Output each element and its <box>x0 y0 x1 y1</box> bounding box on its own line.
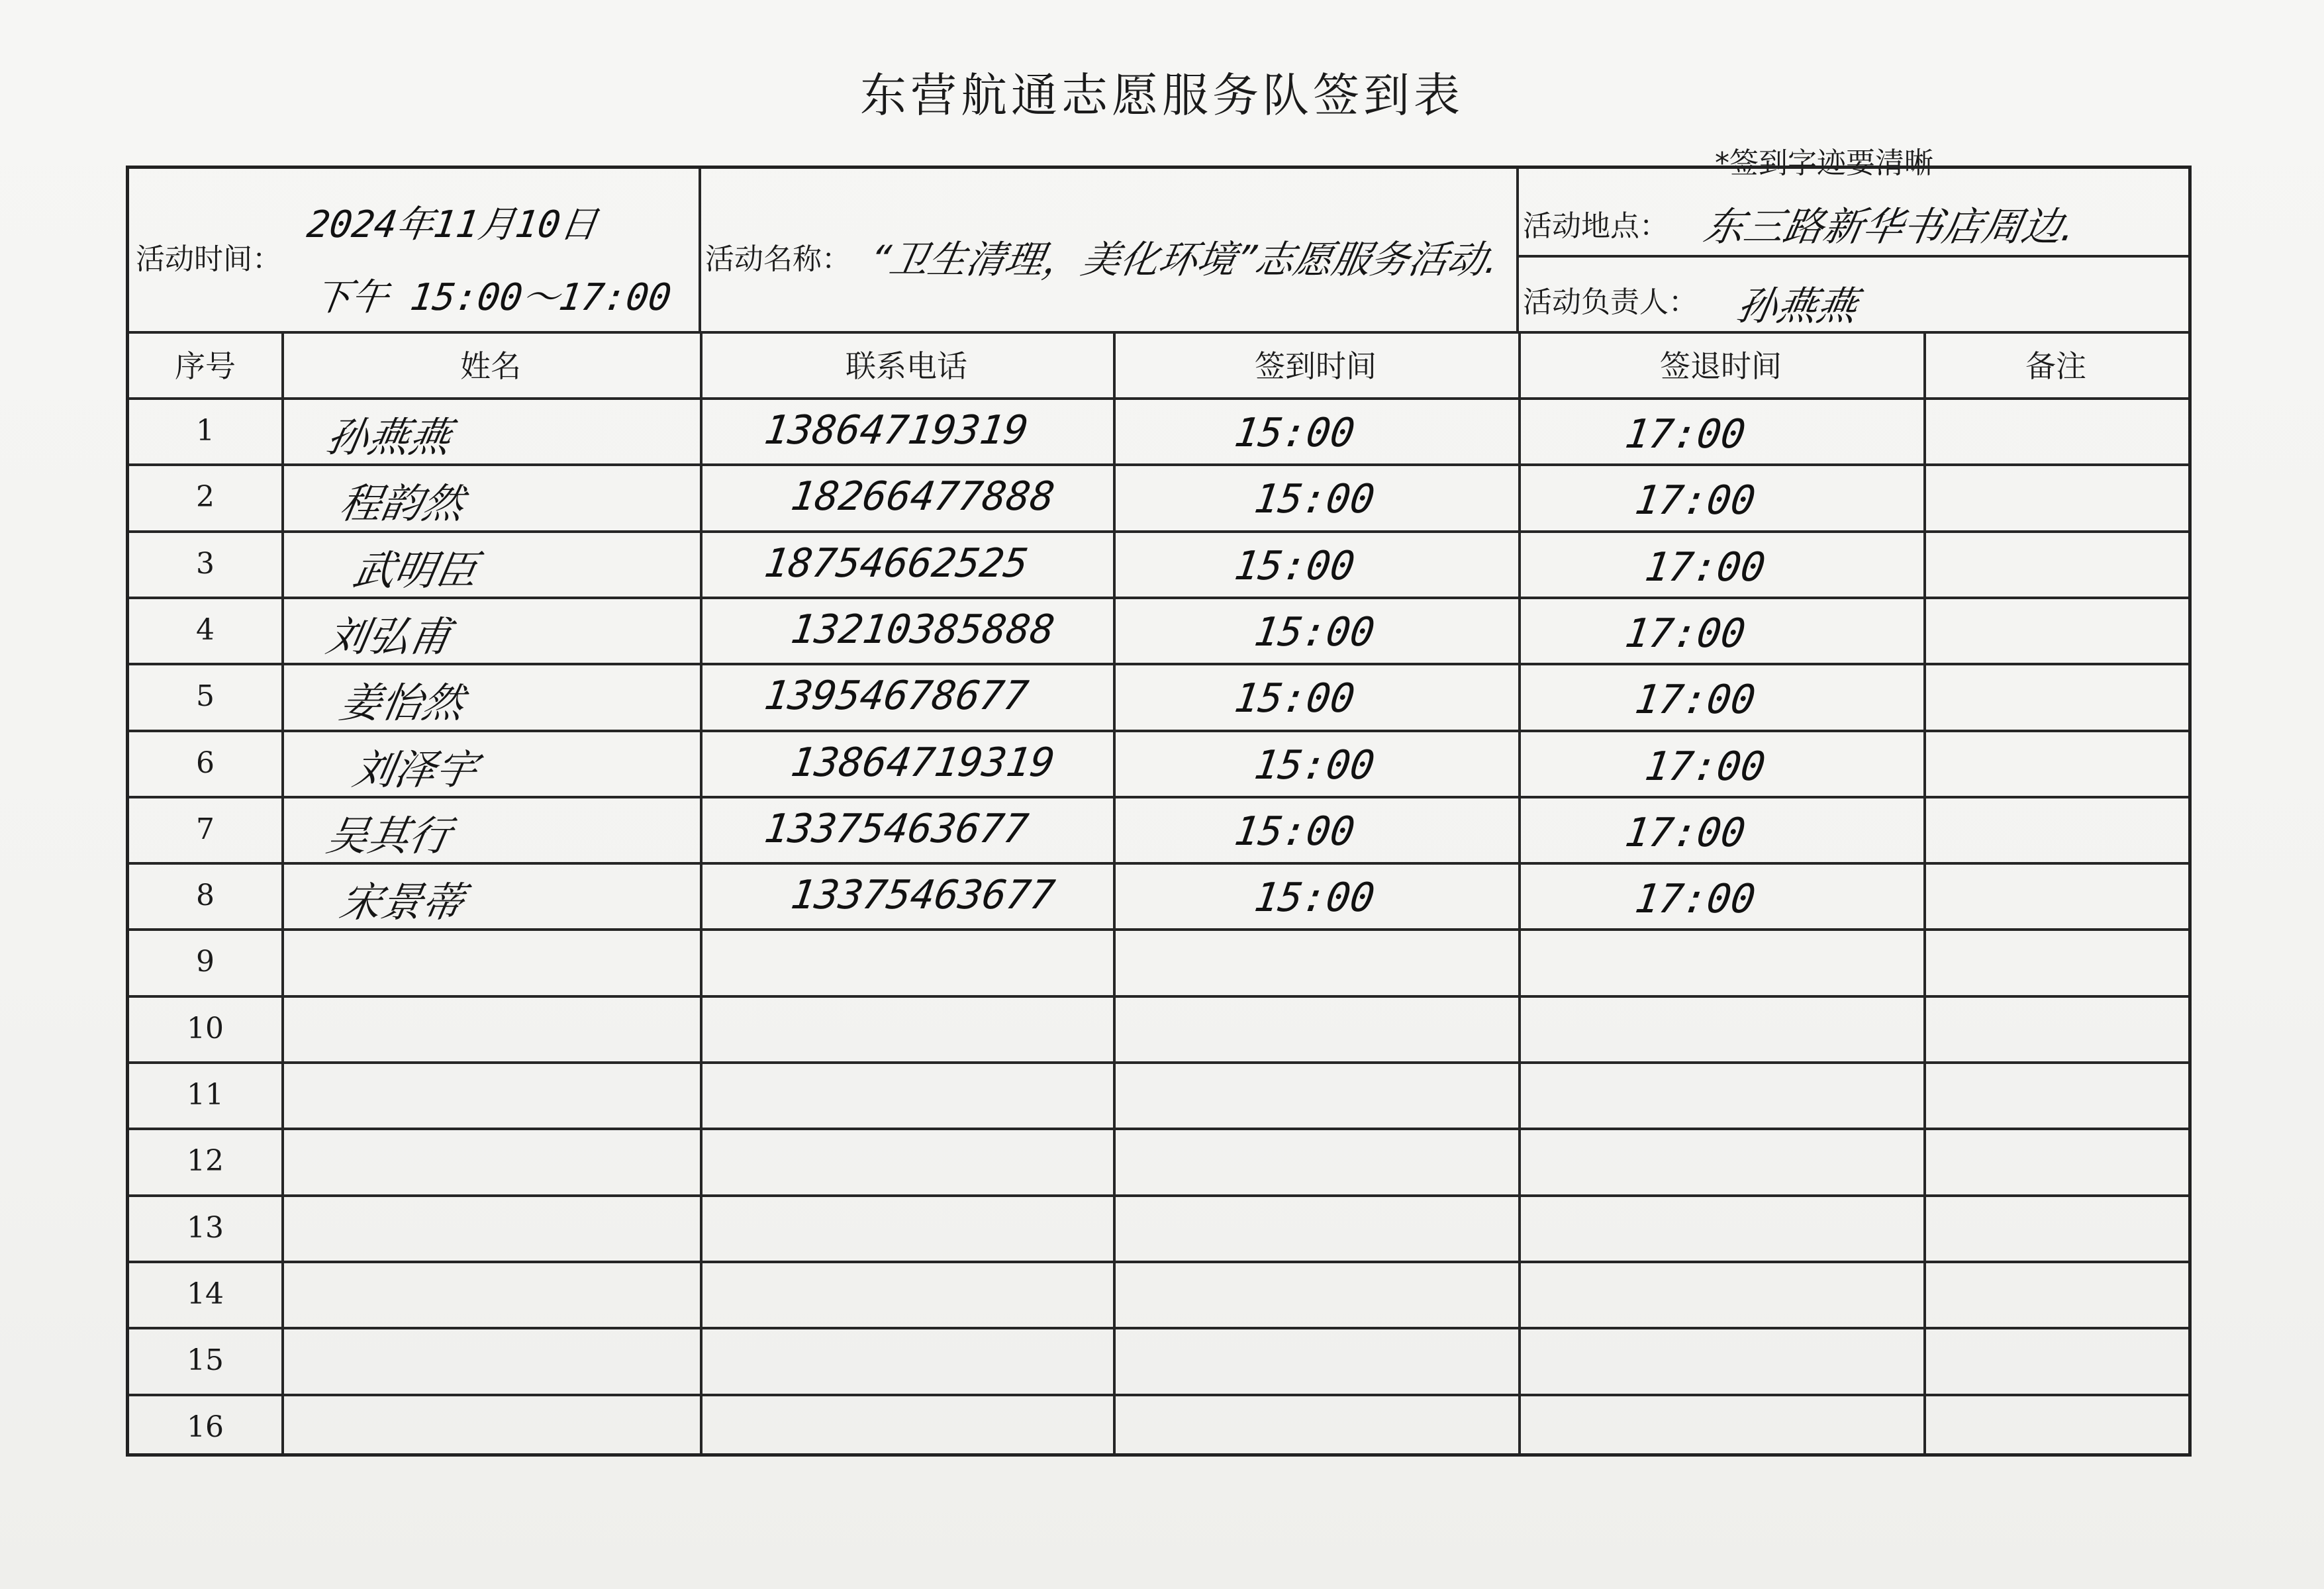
activity-place-label: 活动地点： <box>1523 209 1669 243</box>
col-header-sign-out-time: 签退时间 <box>1660 348 1782 384</box>
row-number: 1 <box>196 414 215 448</box>
row-phone: 13864719319 <box>788 739 1058 786</box>
activity-name-label: 活动名称： <box>705 242 851 276</box>
table-row-divider <box>129 1261 2188 1263</box>
row-sign-in-time: 15:00 <box>1232 675 1358 722</box>
row-sign-in-time: 15:00 <box>1232 542 1358 589</box>
table-row-divider <box>129 530 2188 533</box>
table-row-divider <box>129 995 2188 998</box>
row-sign-out-time: 17:00 <box>1622 610 1749 657</box>
activity-name-value: “卫生清理，美化环境”志愿服务活动. <box>866 237 1502 282</box>
row-number: 5 <box>196 679 215 714</box>
table-column-divider <box>700 331 702 1453</box>
table-row-divider <box>129 862 2188 865</box>
row-name: 刘弘甫 <box>322 612 455 661</box>
row-sign-out-time: 17:00 <box>1632 477 1759 524</box>
row-sign-out-time: 17:00 <box>1642 544 1768 591</box>
row-sign-in-time: 15:00 <box>1251 875 1378 922</box>
activity-leader-value: 孙燕燕 <box>1733 283 1861 330</box>
row-number: 15 <box>187 1343 224 1378</box>
table-row-divider <box>129 663 2188 665</box>
activity-place-value: 东三路新华书店周边. <box>1700 204 2079 250</box>
row-number: 2 <box>196 480 215 514</box>
legibility-note: *签到字迹要清晰 <box>1715 146 1933 180</box>
page-title: 东营航通志愿服务队签到表 <box>860 68 1464 122</box>
activity-leader-label: 活动负责人： <box>1523 285 1698 319</box>
col-header-sign-in-time: 签到时间 <box>1255 348 1377 384</box>
row-number: 9 <box>196 945 215 979</box>
row-number: 10 <box>187 1011 224 1045</box>
table-row-divider <box>129 730 2188 732</box>
row-phone: 13375463677 <box>788 872 1058 919</box>
row-sign-out-time: 17:00 <box>1642 743 1768 790</box>
row-name: 吴其行 <box>322 811 455 860</box>
row-sign-out-time: 17:00 <box>1622 411 1749 457</box>
row-name: 程韵然 <box>336 479 468 528</box>
row-phone: 13375463677 <box>761 805 1032 852</box>
row-name: 姜怡然 <box>336 679 468 728</box>
table-row-divider <box>129 1194 2188 1197</box>
row-number: 4 <box>196 612 215 647</box>
row-name: 刘泽宇 <box>349 745 481 794</box>
table-row-divider <box>129 1394 2188 1396</box>
row-sign-out-time: 17:00 <box>1632 876 1759 923</box>
row-sign-in-time: 15:00 <box>1232 808 1358 855</box>
table-row-divider <box>129 597 2188 599</box>
table-row-divider <box>129 1061 2188 1064</box>
col-header-no: 序号 <box>175 348 236 384</box>
row-phone: 13864719319 <box>761 407 1032 454</box>
row-sign-out-time: 17:00 <box>1632 677 1759 724</box>
table-row-divider <box>129 331 2188 334</box>
row-number: 7 <box>196 812 215 846</box>
table-column-divider <box>281 331 284 1453</box>
col-header-name: 姓名 <box>460 348 521 384</box>
row-number: 12 <box>187 1144 224 1179</box>
activity-time-label: 活动时间： <box>136 242 281 276</box>
row-name: 宋景蒂 <box>336 878 468 927</box>
table-column-divider <box>1518 331 1521 1453</box>
row-number: 14 <box>187 1276 224 1311</box>
table-column-divider <box>699 169 701 331</box>
row-sign-in-time: 15:00 <box>1251 742 1378 789</box>
activity-time-date: 2024年11月10日 <box>304 203 601 246</box>
row-phone: 18754662525 <box>761 540 1032 587</box>
table-row-divider <box>129 796 2188 798</box>
row-number: 6 <box>196 746 215 780</box>
table-column-divider <box>1516 169 1519 331</box>
table-column-divider <box>1923 331 1926 1453</box>
row-number: 13 <box>187 1210 224 1245</box>
row-phone: 13210385888 <box>788 606 1058 653</box>
row-number: 16 <box>187 1410 224 1444</box>
col-header-remark: 备注 <box>2025 348 2086 384</box>
table-row-divider <box>129 1128 2188 1130</box>
table-row-divider <box>129 1327 2188 1329</box>
row-name: 武明臣 <box>349 546 481 595</box>
table-row-divider <box>129 463 2188 466</box>
row-name: 孙燕燕 <box>322 413 455 461</box>
row-phone: 18266477888 <box>788 473 1058 520</box>
row-phone: 13954678677 <box>761 673 1032 720</box>
row-sign-in-time: 15:00 <box>1251 608 1378 655</box>
row-number: 11 <box>187 1078 224 1112</box>
table-column-divider <box>1113 331 1116 1453</box>
sign-in-table <box>126 166 2192 1457</box>
row-sign-in-time: 15:00 <box>1232 410 1358 456</box>
activity-time-range: 下午 15:00～17:00 <box>311 276 674 319</box>
row-sign-out-time: 17:00 <box>1622 809 1749 856</box>
row-number: 3 <box>196 546 215 581</box>
place-leader-divider <box>1516 255 2188 258</box>
table-row-divider <box>129 928 2188 931</box>
table-row-divider <box>129 397 2188 400</box>
row-sign-in-time: 15:00 <box>1251 476 1378 523</box>
row-number: 8 <box>196 879 215 913</box>
col-header-phone: 联系电话 <box>846 348 967 384</box>
